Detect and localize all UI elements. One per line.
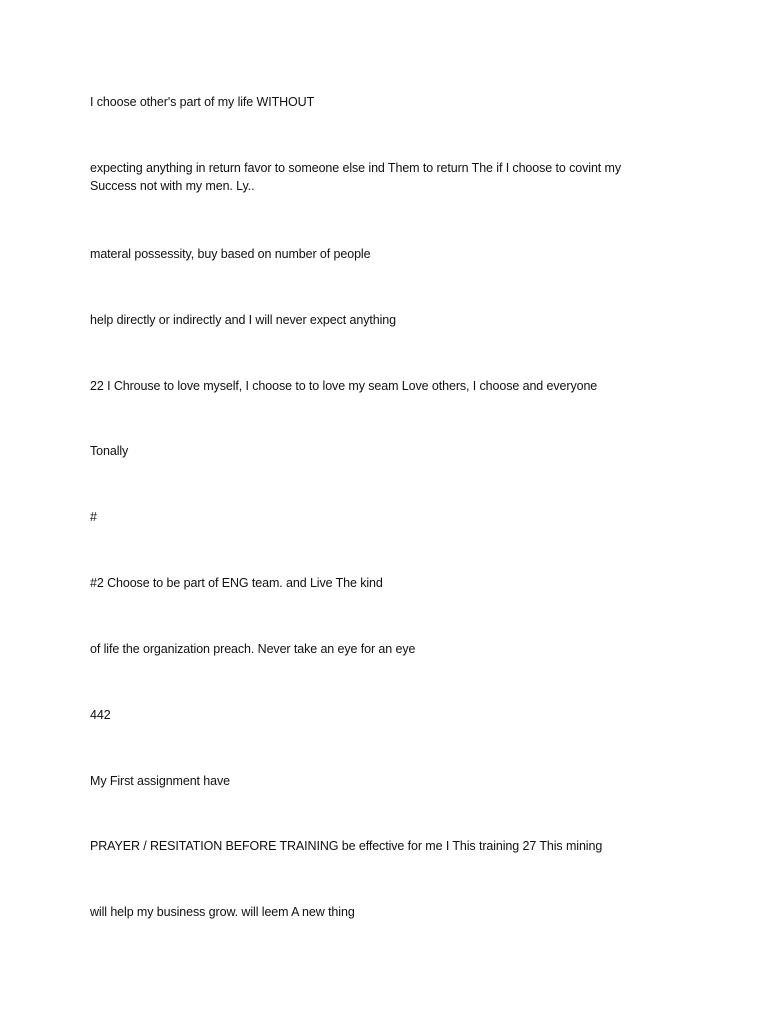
paragraph: expecting anything in return favor to someone else ind Them to return The if I choose to covint my Success not with my men. Ly.. (90, 161, 622, 193)
paragraph: #2 Choose to be part of ENG team. and Live The kind (90, 576, 383, 590)
paragraph: will help my business grow. will leem A new thing (90, 905, 355, 919)
paragraph: Tonally (90, 444, 129, 458)
paragraph: of life the organization preach. Never take an eye for an eye (90, 642, 416, 656)
paragraph: My First assignment have (90, 774, 231, 788)
paragraph: PRAYER / RESITATION BEFORE TRAINING be effective for me I This training 27 This mining (90, 839, 603, 853)
paragraph: help directly or indirectly and I will never expect anything (90, 313, 396, 327)
paragraph: materal possessity, buy based on number of people (90, 247, 371, 261)
paragraph: # (90, 510, 97, 524)
paragraph: 22 I Chrouse to love myself, I choose to to love my seam Love others, I choose and everyone (90, 379, 598, 393)
paragraph: 442 (90, 708, 111, 722)
paragraph: I choose other's part of my life WITHOUT (90, 95, 315, 109)
